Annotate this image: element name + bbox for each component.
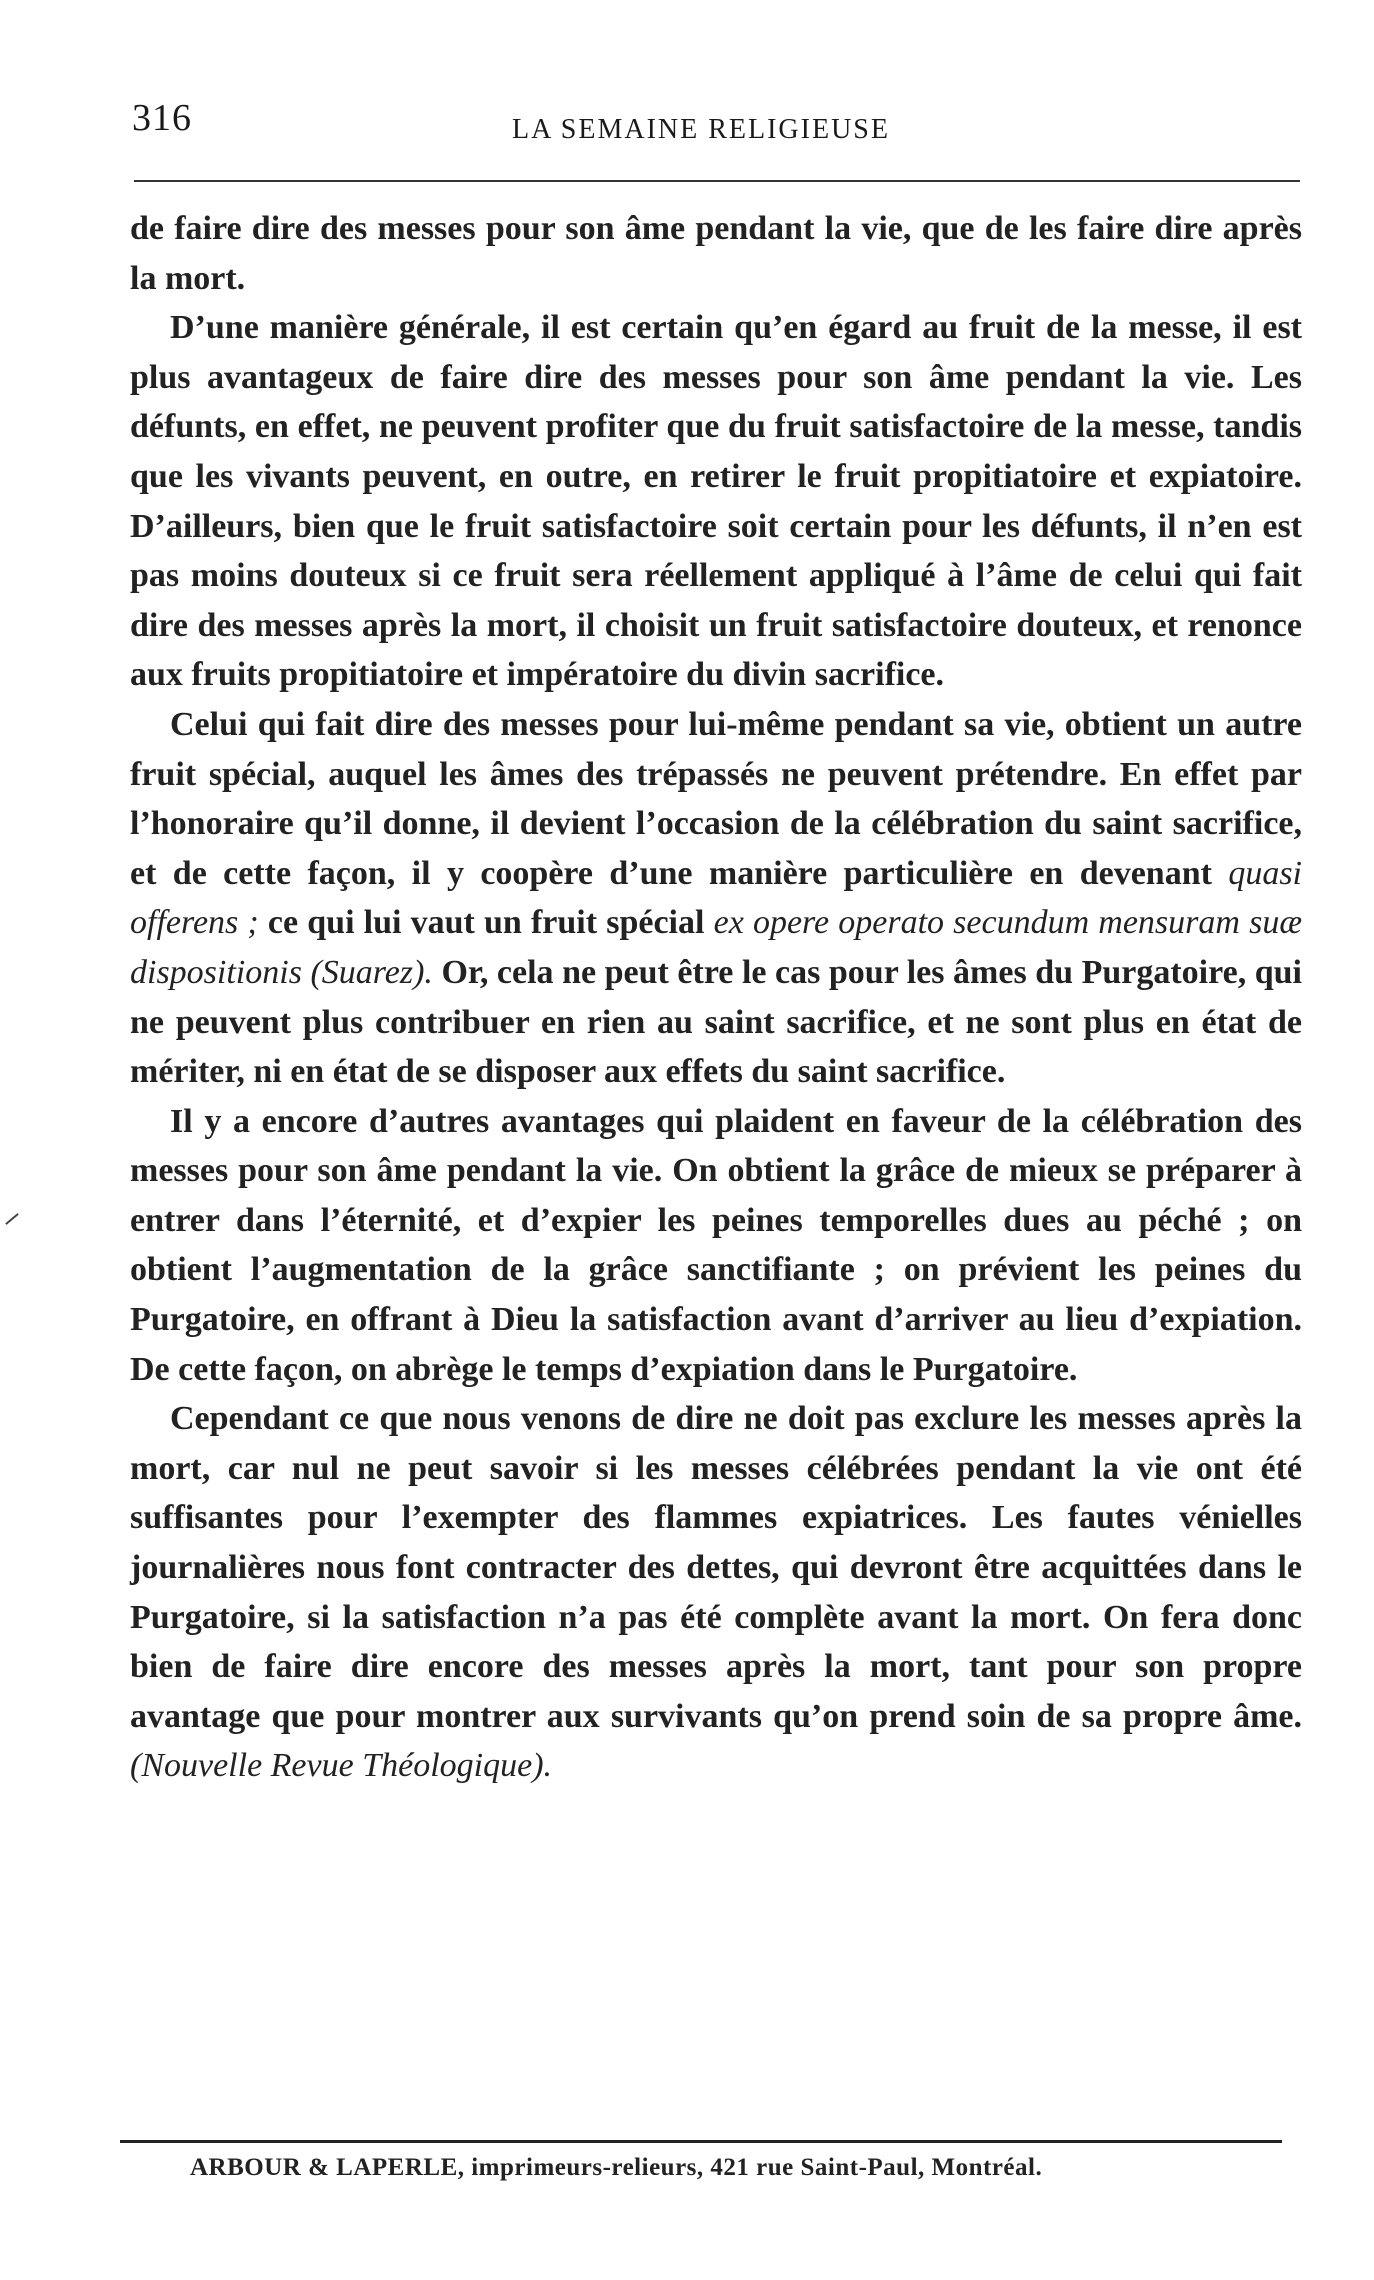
header-rule: [134, 180, 1300, 182]
footer-rule: [120, 2140, 1282, 2143]
source-citation: (Nouvelle Revue Théologique).: [130, 1747, 553, 1785]
running-head: LA SEMAINE RELIGIEUSE: [512, 114, 890, 145]
body-text: [130, 204, 1302, 1791]
paragraph-general-advantage: D’une manière générale, il est certain qu’en égard au fruit de la messe, il est plus avantageux de faire dire des messes pour son âme pendant la vie. Les défunts, en effet, ne peuvent profiter que du fruit satisfactoire de la messe, tandis que les vivants peuvent, en outre, en retirer le fruit propitiatoire et expiatoire. D’ailleurs, bien que le fruit satisfactoire soit certain pour les défunts, il n’en est pas moins douteux si ce fruit sera réellement appliqué à l’âme de celui qui fait dire des messes après la mort, il choisit un fruit satisfactoire douteux, et renonce aux fruits propitiatoire et impératoire du divin sacrifice.: [130, 309, 1302, 694]
printer-imprint: ARBOUR & LAPERLE, imprimeurs-relieurs, 421 rue Saint-Paul, Montréal.: [190, 2154, 1043, 2181]
paragraph-text: ce qui lui vaut un fruit spécial: [267, 904, 705, 942]
latin-phrase: ex opere operato secundum mensuram suæ dispositionis: [130, 904, 1303, 991]
page-number: 316: [132, 97, 192, 139]
paragraph-text: Celui qui fait dire des messes pour lui-même pendant sa vie, obtient un autre fruit spécial, auquel les âmes des trépassés ne peuvent prétendre. En effet par l’honoraire qu’il donne, il devient l’occasion de la célébration du saint sacrifice, et de cette façon, il y coopère d’une manière particulière en devenant: [130, 705, 1302, 892]
margin-mark: [5, 1213, 19, 1225]
paragraph-text: Cependant ce que nous venons de dire ne doit pas exclure les messes après la mort, car nul ne peut savoir si les messes célébrées pendant la vie ont été suffisantes pour l’exempter des flammes expiatrices. Les fautes vénielles journalières nous font contracter des dettes, qui devront être acquittées dans le Purgatoire, si la satisfaction n’a pas été complète avant la mort. On fera donc bien de faire dire encore des messes après la mort, tant pour son propre avantage que pour montrer aux survivants qu’on prend soin de sa propre âme.: [130, 1400, 1302, 1735]
citation: (Suarez).: [310, 953, 433, 991]
latin-phrase: quasi offerens ;: [130, 854, 1303, 942]
paragraph-continued: de faire dire des messes pour son âme pendant la vie, que de les faire dire après la mort.: [130, 210, 1302, 297]
paragraph-special-fruit: [130, 700, 1302, 1097]
paragraph-other-advantages: Il y a encore d’autres avantages qui plaident en faveur de la célébration des messes pour son âme pendant la vie. On obtient la grâce de mieux se préparer à entrer dans l’éternité, et d’expier les peines temporelles dues au péché ; on obtient l’augmentation de la grâce sanctifiante ; on prévient les peines du Purgatoire, en offrant à Dieu la satisfaction avant d’arriver au lieu d’expiation. De cette façon, on abrège le temps d’expiation dans le Purgatoire.: [130, 1102, 1302, 1388]
paragraph-conclusion: [130, 1394, 1302, 1791]
paragraph-text: Or, cela ne peut être le cas pour les âmes du Purgatoire, qui ne peuvent plus contribuer en rien au saint sacrifice, et ne sont plus en état de mériter, ni en état de se disposer aux effets du saint sacrifice.: [130, 953, 1303, 1091]
